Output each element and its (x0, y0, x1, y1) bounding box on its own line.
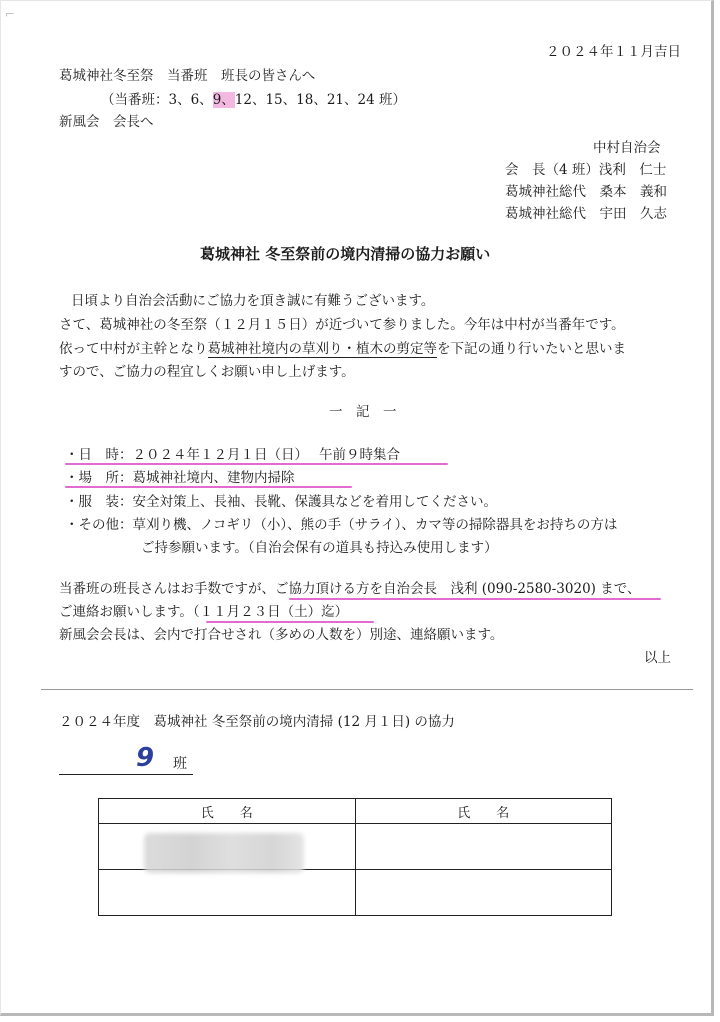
issue-date: ２０２４年１１月吉日 (546, 44, 681, 60)
name-column-header-right: 氏 名 (355, 799, 612, 824)
marker-underline-contact (289, 598, 661, 600)
form-title: ２０２４年度 葛城神社 冬至祭前の境内清掃 (12 月１日) の協力 (59, 714, 455, 730)
cut-line-divider (41, 689, 693, 690)
item-other-2: ご持参願います。（自治会保有の道具も持込み使用します） (141, 540, 498, 556)
name-cell-3 (99, 870, 356, 916)
item-clothes: ・服 装：安全対策上、長袖、長靴、保護具などを着用してください。 (65, 494, 497, 510)
marker-underline-date (65, 463, 448, 465)
marker-underline-place (65, 486, 352, 488)
document-title: 葛城神社 冬至祭前の境内清掃の協力お願い (200, 245, 491, 263)
ki-heading: 一 記 一 (329, 404, 397, 420)
marker-underline-deadline (206, 621, 374, 623)
highlighted-team-9: 9、 (212, 92, 235, 108)
sender-line-2: 葛城神社総代 桑本 義和 (505, 184, 667, 200)
body-paragraph-1: 日頃より自治会活動にご協力を頂き誠に有難うございます。 (71, 293, 435, 309)
body-paragraph-3: 依って中村が主幹となり葛城神社境内の草刈り・植木の剪定等を下記の通り行いたいと思いま (59, 341, 626, 357)
item-place: ・場 所：葛城神社境内、建物内掃除 (65, 470, 295, 486)
han-underline (59, 774, 193, 775)
redacted-name-blur (144, 833, 304, 873)
sender-line-3: 葛城神社総代 宇田 久志 (505, 206, 667, 222)
name-cell-2 (355, 824, 612, 870)
handwritten-han-number: 9 (136, 743, 155, 773)
closing-line-3: 新風会会長は、会内で打合せされ（多めの人数を）別途、連絡願います。 (59, 627, 504, 643)
body-paragraph-4: すので、ご協力の程宜しくお願い申し上げます。 (59, 364, 355, 380)
body-paragraph-2: さて、葛城神社の冬至祭（１２月１５日）が近づいて参りました。今年は中村が当番年です。 (59, 317, 625, 333)
closing-line-2: ご連絡お願いします。（１１月２３日（土）迄） (59, 604, 349, 620)
corner-mark: ⌐ (5, 7, 16, 21)
item-date: ・日 時：２０２４年１２月１日（日） 午前９時集合 (65, 447, 401, 463)
closing-line-1: 当番班の班長さんはお手数ですが、ご協力頂ける方を自治会長 浅利 (090-2580-3020) まで、 (59, 581, 641, 597)
recipient-line-3: 新風会 会長へ (59, 114, 154, 130)
item-other-1: ・その他：草刈り機、ノコギリ（小）、熊の手（サライ）、カマ等の掃除器具をお持ちの方は (65, 517, 618, 533)
recipient-line-1: 葛城神社冬至祭 当番班 班長の皆さんへ (59, 68, 316, 84)
closing-ijou: 以上 (644, 650, 671, 666)
han-label: 班 (173, 756, 187, 772)
recipient-line-2: （当番班：3、6、9、12、15、18、21、24 班） (101, 92, 406, 108)
underlined-task: 葛城神社境内の草刈り・植木の剪定等 (207, 341, 437, 357)
name-column-header-left: 氏 名 (99, 799, 356, 824)
sender-line-1: 会 長（4 班）浅利 仁士 (505, 162, 667, 178)
name-cell-4 (355, 870, 612, 916)
sender-org: 中村自治会 (593, 140, 661, 156)
